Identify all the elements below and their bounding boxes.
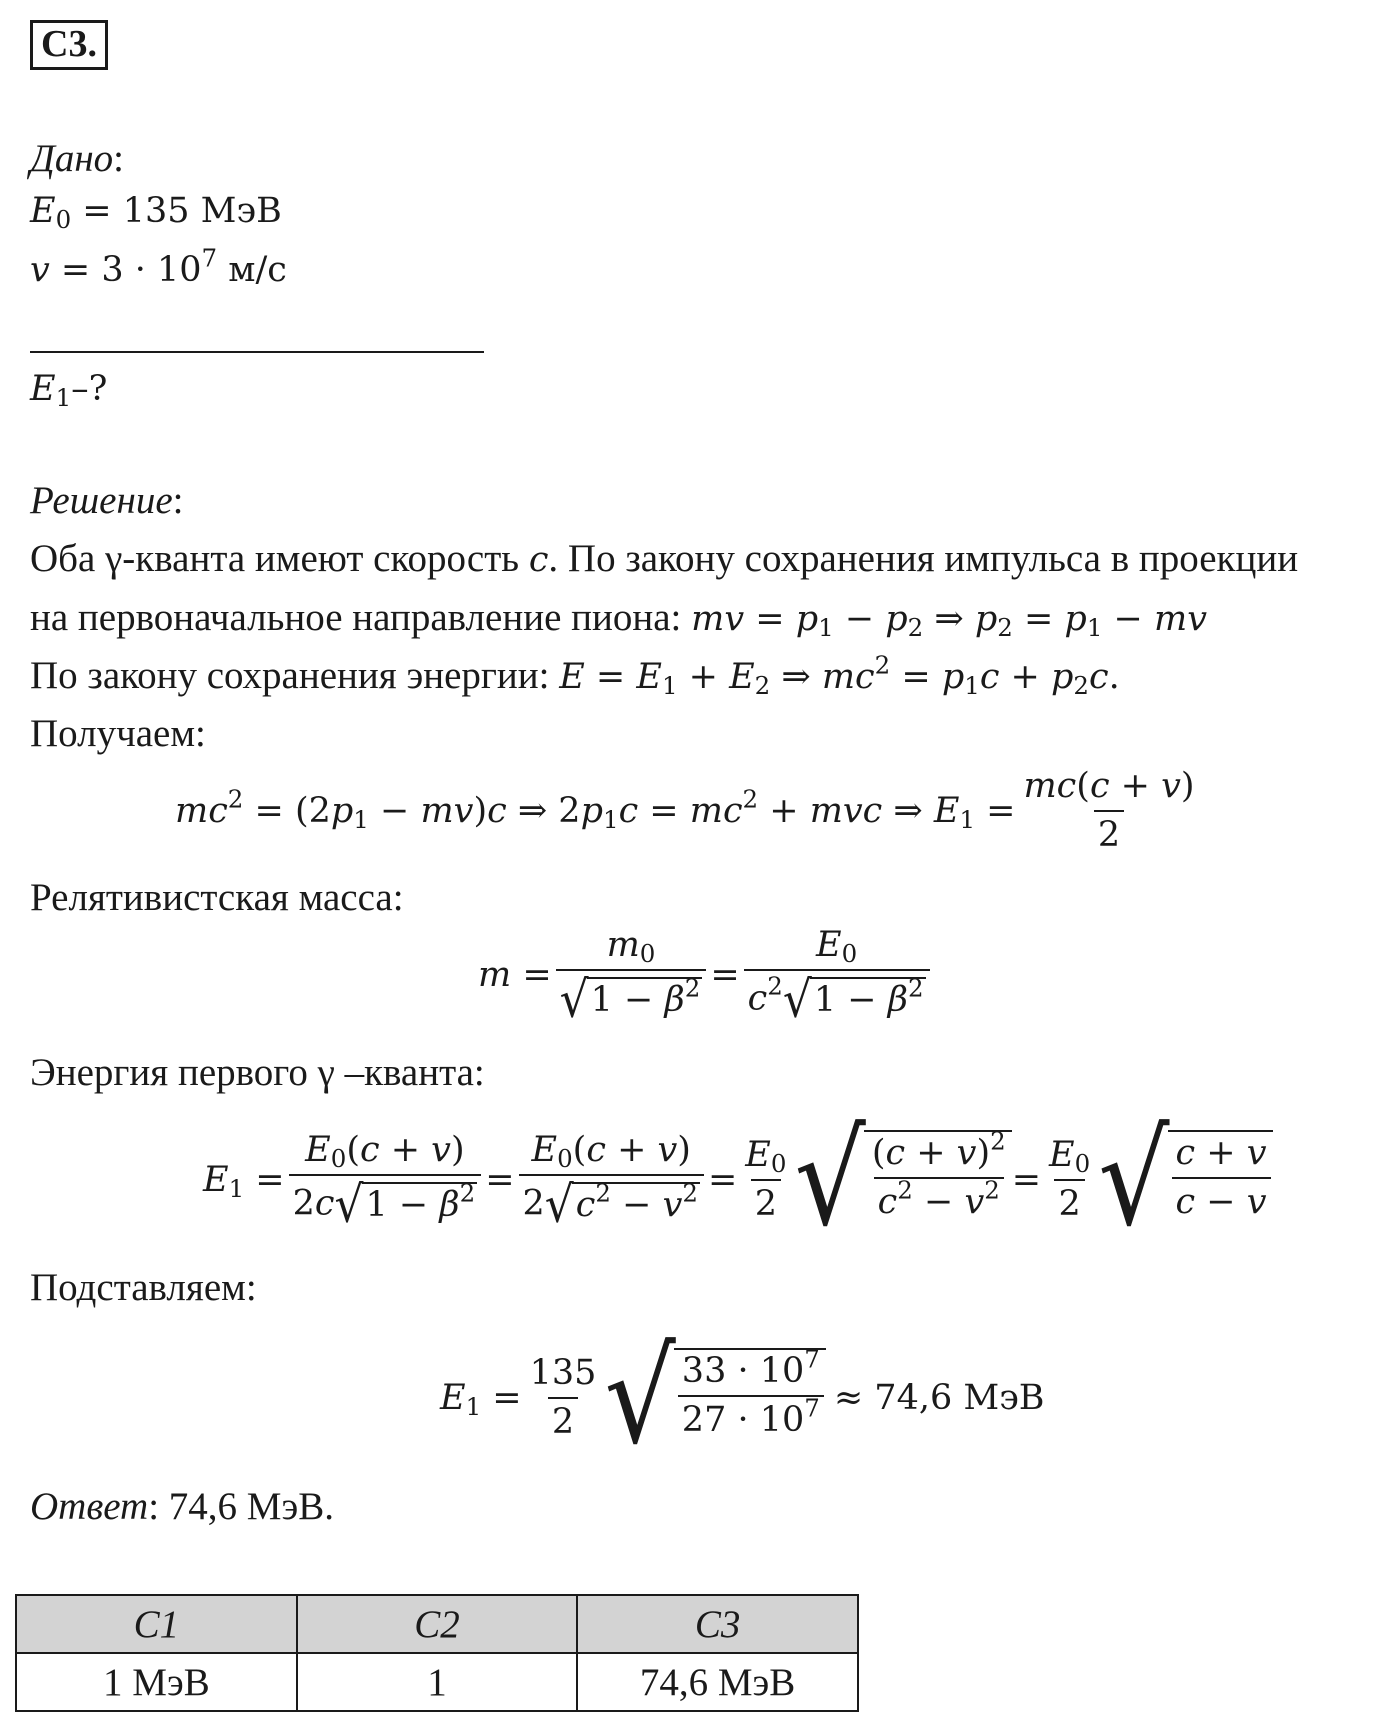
solution-line-7: Подставляем:: [30, 1266, 257, 1309]
equation-substitution: $E_1$ = $\frac{135}{2}$ √ $\frac{33 \cdot 10^7}{27 \cdot 10^7}$ ≈ 74,6 МэВ: [440, 1323, 1045, 1473]
answer-heading: Ответ: [30, 1485, 149, 1528]
given-v: $v = 3 \cdot 10^7$ м/с: [30, 243, 287, 290]
solution-line-5: Релятивистская масса:: [30, 876, 404, 919]
solution-line-4: Получаем:: [30, 712, 206, 755]
table-cell: 1: [297, 1653, 577, 1711]
given-e0-value: 135 МэВ: [122, 191, 282, 231]
table-header-row: [16, 1595, 858, 1653]
problem-label: С3.: [30, 20, 108, 70]
equation-gamma-energy: $E_1$ = $E_0(c + v)$ 2c √ $1 - \beta^2$ = $E_0(c + v)$ 2 √ $c^2 - v^2$ = $\frac{E_0}{2}$ √ $\frac{(c + v)^2}{c^2 - v^2}$ = $\frac{E_0}{2}$ √ $\frac{c + v}{c - v}$: [203, 1130, 1273, 1231]
given-divider: [30, 351, 484, 353]
equation-mass: m = $m_0$ √ $1 - \beta^2$ = $E_0$ $c^2$ √ $1 - \beta^2$: [478, 928, 934, 1023]
solution-heading: Решение:: [30, 479, 184, 522]
answers-table: [15, 1594, 859, 1712]
solution-line-6: Энергия первого γ –кванта:: [30, 1051, 485, 1094]
solution-line-3: По закону сохранения энергии: $E = E_1 + E_2$ ⇒ $mc^2 = p_1c + p_2c$.: [30, 650, 1120, 701]
find-quantity: $E_1-$?: [30, 369, 108, 413]
table-header-cell: С1: [16, 1595, 297, 1653]
table-header-cell: С3: [577, 1595, 858, 1653]
equation-energy: $mc^2 = (2p_1 - mv)c$ ⇒ $2p_1c = mc^2$ + mvc ⇒ $E_1$ = $\frac{mc(c + v)}{2}$: [175, 766, 1195, 855]
answer-line: [30, 1487, 334, 1526]
solution-line-2: на первоначальное направление пиона: mv = $p_1 - p_2$ ⇒ $p_2 = p_1$ − mv: [30, 596, 1207, 643]
answer-value: : 74,6 МэВ.: [148, 1485, 334, 1528]
table-cell: 74,6 МэВ: [577, 1653, 858, 1711]
given-e0: $E_0 = 135$ МэВ: [30, 191, 282, 235]
given-heading: Дано:: [30, 137, 125, 180]
solution-line-1: Оба γ-кванта имеют скорость c. По закону сохранения импульса в проекции: [30, 537, 1299, 580]
table-header-cell: С2: [297, 1595, 577, 1653]
table-cell: 1 МэВ: [16, 1653, 297, 1711]
table-row: [16, 1653, 858, 1711]
